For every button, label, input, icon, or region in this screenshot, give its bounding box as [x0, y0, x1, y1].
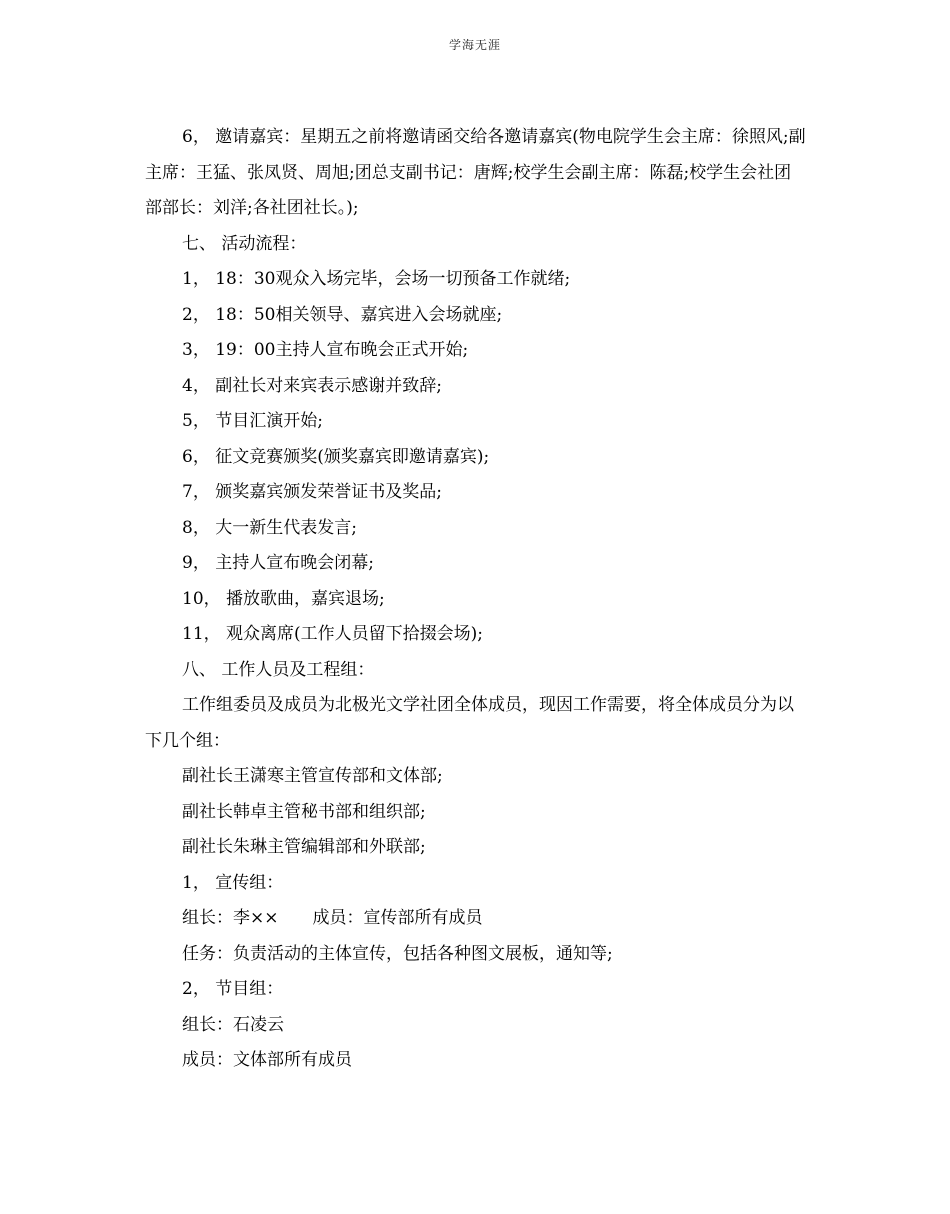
list-item: 副社长朱琳主管编辑部和外联部; — [182, 837, 426, 857]
list-item: 组长：石凌云 — [182, 1014, 284, 1035]
list-item: 9， 主持人宣布晚会闭幕; — [182, 553, 374, 573]
list-item: 任务：负责活动的主体宣传，包括各种图文展板，通知等; — [182, 943, 613, 964]
list-item: 10， 播放歌曲，嘉宾退场; — [182, 588, 385, 609]
list-item: 11， 观众离席(工作人员留下拾掇会场); — [182, 624, 484, 644]
list-item: 5， 节目汇演开始; — [182, 411, 323, 431]
list-item: 成员：文体部所有成员 — [182, 1050, 352, 1070]
list-item: 副社长王潇寒主管宣传部和文体部; — [182, 766, 443, 786]
page-header: 学海无涯 — [448, 38, 501, 52]
list-item: 组长：李×× 成员：宣传部所有成员 — [182, 908, 483, 928]
list-item: 4， 副社长对来宾表示感谢并致辞; — [182, 375, 442, 396]
section-heading-staff-groups: 八、 工作人员及工程组： — [182, 659, 375, 680]
list-item: 8， 大一新生代表发言; — [182, 517, 357, 538]
list-item: 7， 颁奖嘉宾颁发荣誉证书及奖品; — [182, 482, 442, 502]
document-body — [145, 120, 807, 1079]
list-item: 6， 征文竞赛颁奖(颁奖嘉宾即邀请嘉宾); — [182, 446, 490, 467]
list-item: 2， 18：50相关领导、嘉宾进入会场就座; — [182, 304, 503, 325]
subheading-publicity-group: 1， 宣传组： — [182, 872, 284, 893]
list-item: 1， 18：30观众入场完毕，会场一切预备工作就绪; — [182, 269, 571, 289]
list-item: 3， 19：00主持人宣布晚会正式开始; — [182, 340, 469, 360]
section-heading-activity-flow: 七、 活动流程： — [182, 233, 307, 254]
list-item: 副社长韩卓主管秘书部和组织部; — [182, 801, 426, 822]
subheading-program-group: 2， 节目组： — [182, 979, 284, 999]
paragraph-staff-intro: 工作组委员及成员为北极光文学社团全体成员，现因工作需要，将全体成员分为以下几个组： — [145, 695, 794, 751]
paragraph-invite-guests: 6， 邀请嘉宾：星期五之前将邀请函交给各邀请嘉宾(物电院学生会主席：徐照风;副主席：王猛、张凤贤、周旭;团总支副书记：唐辉;校学生会副主席：陈磊;校学生会社团部部长：刘洋;各社团社长。); — [145, 127, 806, 218]
